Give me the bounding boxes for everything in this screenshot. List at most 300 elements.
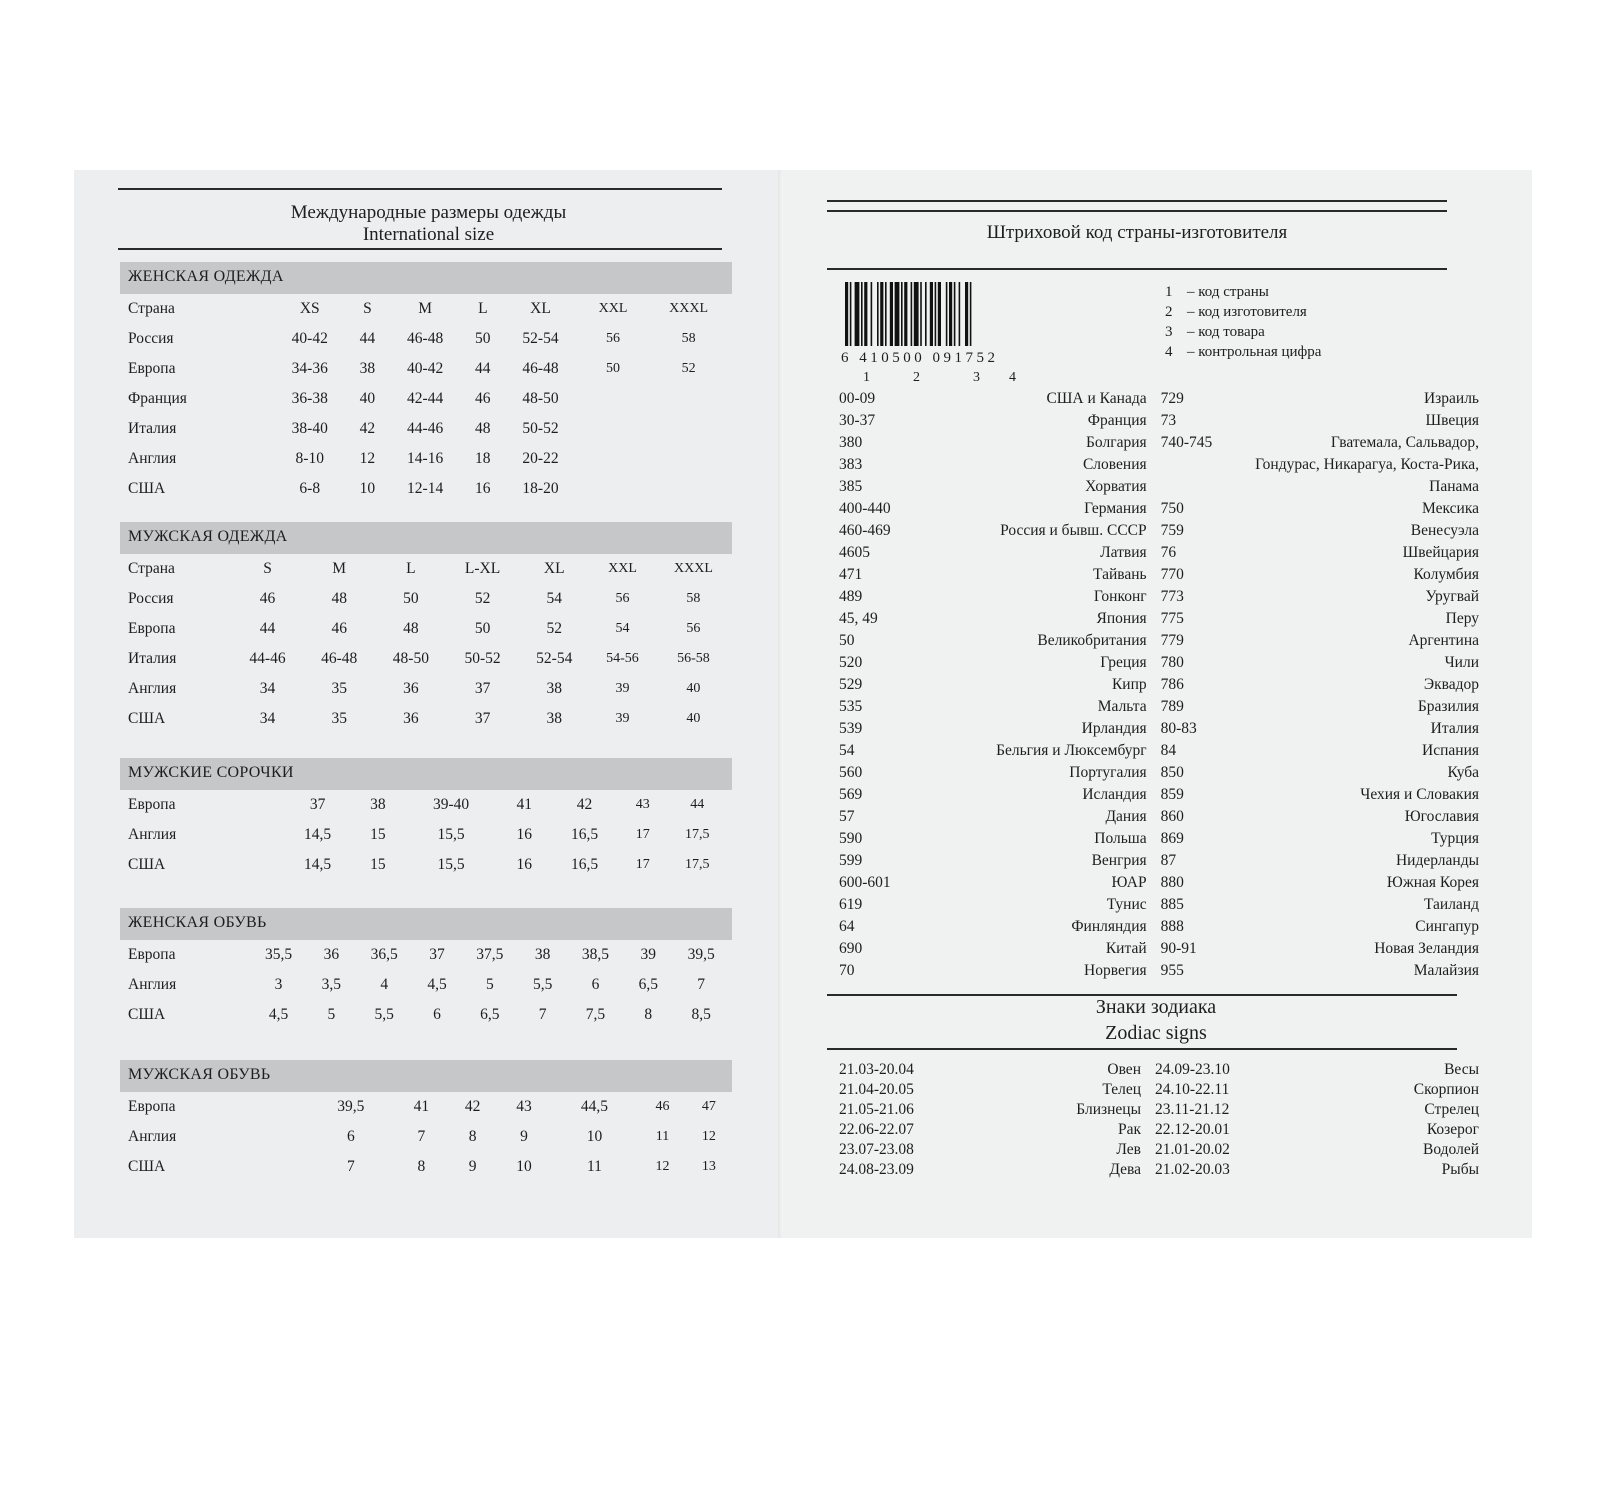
country-code-row [839,808,1479,830]
zodiac-row [839,1080,1479,1100]
table-row [120,324,732,354]
row-label-cell: Италия [128,650,177,667]
size-cell: 41 [413,1098,430,1115]
country-name: Исландия [1082,786,1147,803]
section-band [120,262,732,294]
size-cell: 4 [380,976,389,993]
barcode-prefix: 775 [1160,610,1184,627]
barcode-bar [935,282,937,346]
size-cell: 44-46 [407,420,444,437]
size-cell: 10 [516,1158,532,1175]
size-cell: 50 [474,620,491,637]
left-page [74,170,783,1238]
barcode-part-number: 3 [973,370,980,385]
barcode-prefix: 50 [839,632,855,649]
size-cell: 8-10 [295,450,324,467]
country-code-row [839,764,1479,786]
country-name: Мексика [1422,500,1479,517]
row-label-cell: Россия [128,330,174,347]
size-cell: 46 [655,1099,670,1114]
size-cell: 39 [615,681,630,696]
table-row [120,1122,732,1152]
zodiac-sign: Близнецы [1076,1101,1141,1118]
country-code-row [839,632,1479,654]
size-cell: 40 [686,711,701,726]
country-code-row [839,390,1479,412]
section-label: МУЖСКАЯ ОБУВЬ [128,1066,271,1083]
size-cell: 15 [370,826,386,843]
table-row [120,444,732,474]
country-name: Германия [1084,500,1147,517]
barcode-bar [949,282,952,346]
country-code-row [839,918,1479,940]
country-code-row [839,786,1479,808]
size-cell [581,444,645,474]
barcode-prefix: 786 [1160,676,1184,693]
country-code-row [839,940,1479,962]
row-label-cell: Европа [128,1098,176,1115]
size-cell: 5,5 [532,976,553,993]
table-row [120,674,732,704]
title-rule [118,248,722,250]
size-cell: 6,5 [480,1006,500,1023]
size-cell [645,444,732,474]
zodiac-title-ru: Знаки зодиака [1095,996,1217,1018]
country-name: Хорватия [1085,478,1147,495]
row-label-cell: Англия [128,976,177,993]
country-code-row [839,874,1479,896]
country-name: Панама [1429,478,1479,495]
barcode-part-number: 1 [863,370,870,385]
size-cell: 17 [635,857,650,872]
zodiac-dates: 23.11-21.12 [1155,1101,1230,1118]
country-code-row [839,478,1479,500]
zodiac-sign: Телец [1102,1081,1141,1098]
barcode-prefix: 560 [839,764,863,781]
barcode-bar [895,282,900,346]
legend-item [1165,322,1321,342]
section-band [120,1060,732,1092]
legend-number: 1 [1165,284,1173,300]
country-code-row [839,544,1479,566]
country-code-row [839,742,1479,764]
size-cell: 34-36 [291,360,328,377]
size-cell: 15 [370,856,386,873]
row-label-cell: Европа [128,946,176,963]
size-cell: 58 [681,331,696,346]
size-cell: 16 [516,826,532,843]
country-name: Чехия и Словакия [1360,786,1479,803]
size-cell: 16,5 [570,826,599,843]
barcode-prefix: 57 [839,808,855,825]
row-label-cell: США [128,1158,166,1175]
row-label-cell: США [128,480,166,497]
zodiac-dates: 21.01-20.02 [1155,1141,1230,1158]
size-cell: 10 [359,480,376,497]
country-name: Венгрия [1091,852,1147,869]
barcode-prefix: 45, 49 [839,610,878,627]
size-cell: 37 [429,946,445,963]
country-name: Новая Зеландия [1374,940,1479,957]
country-name: Уругвай [1425,588,1479,605]
country-code-row [839,676,1479,698]
barcode-bar [925,282,927,346]
zodiac-dates: 21.03-20.04 [839,1061,914,1078]
size-cell: 43 [516,1098,532,1115]
barcode-bar [890,282,893,346]
country-name: Мальта [1097,698,1147,715]
size-cell: 38 [534,946,551,963]
size-cell: 7 [417,1128,426,1145]
zodiac-row [839,1100,1479,1120]
size-cell: 36,5 [370,946,398,963]
barcode-prefix: 690 [839,940,863,957]
size-cell: 39 [615,711,630,726]
country-name: Тунис [1106,896,1147,913]
barcode-bar [959,282,961,346]
country-code-row [839,720,1479,742]
barcode-icon [841,282,1021,354]
size-table [120,554,732,734]
country-code-row [839,434,1479,456]
size-cell: 6-8 [299,480,321,497]
size-cell: 56 [686,621,701,636]
section-band [120,522,732,554]
size-cell: 8 [417,1158,426,1175]
zodiac-sign: Козерог [1426,1121,1479,1138]
barcode-prefix: 740-745 [1160,434,1213,451]
row-label-cell: США [128,856,166,873]
size-cell: 50 [403,590,419,607]
table-row [120,474,732,504]
size-cell: XL [543,560,565,577]
size-cell: 36 [323,946,340,963]
country-name: Сингапур [1415,918,1479,935]
size-cell: 12-14 [407,480,444,497]
size-cell: 39,5 [337,1098,365,1115]
barcode-prefix: 87 [1160,852,1177,869]
size-cell: 44 [690,797,705,812]
country-code-row [839,852,1479,874]
size-cell: 56 [606,331,620,346]
size-cell: 36 [403,680,419,697]
country-name: Аргентина [1408,632,1479,649]
barcode-bar [911,282,913,346]
barcode-sample [841,282,1021,385]
size-cell: XL [530,300,551,317]
size-cell: 15,5 [437,856,465,873]
size-cell: 54 [546,590,563,607]
size-cell: 50-52 [522,420,559,437]
barcode-prefix: 76 [1160,544,1177,561]
barcode-prefix: 73 [1160,412,1177,429]
size-table [120,294,732,504]
size-cell: 48 [403,620,419,637]
table-row [120,584,732,614]
table-row [120,384,732,414]
country-name: Гондурас, Никарагуа, Коста-Рика, [1255,456,1479,473]
barcode-title: Штриховой код страны-изготовителя [986,222,1288,243]
size-cell: S [363,300,372,317]
zodiac-sign: Овен [1107,1061,1141,1078]
barcode-bar [845,282,848,346]
right-page [783,170,1532,1238]
barcode-bar [901,282,903,346]
size-cell: 17,5 [685,857,710,872]
row-label-cell: Европа [128,360,176,377]
barcode-prefix: 770 [1160,566,1184,583]
sizes-title-ru: Международные размеры одежды [290,202,567,223]
barcode-bar [871,282,873,346]
size-cell: 47 [701,1099,716,1114]
zodiac-sign: Водолей [1423,1141,1479,1158]
size-cell: 18-20 [522,480,559,497]
country-name: Турция [1431,830,1479,847]
zodiac-dates: 23.07-23.08 [839,1141,914,1158]
size-cell: 40 [686,681,701,696]
size-cell: 6 [346,1128,355,1145]
barcode-bar [914,282,919,346]
size-cell: 50 [606,361,620,376]
country-name: Китай [1105,940,1147,957]
size-cell [645,384,732,414]
table-row [120,970,732,1000]
barcode-bar [885,282,887,346]
size-table [120,940,732,1030]
country-name: Греция [1100,654,1147,671]
size-cell: 48-50 [522,390,559,407]
size-cell: 52-54 [522,330,559,347]
barcode-prefix: 569 [839,786,863,803]
size-cell: 39 [640,946,657,963]
zodiac-row [839,1060,1479,1080]
size-cell: 42-44 [407,390,444,407]
section-band [120,908,732,940]
barcode-bar [850,282,852,346]
row-label-cell: Италия [128,420,177,437]
size-cell: 9 [468,1158,477,1175]
barcode-prefix: 859 [1160,786,1184,803]
size-cell: 52 [681,361,696,376]
country-code-row [839,830,1479,852]
size-cell [581,414,645,444]
section-band [120,758,732,790]
barcode-prefix: 729 [1160,390,1184,407]
country-name: Япония [1096,610,1147,627]
barcode-digits: 6 410500 091752 [841,350,999,366]
size-cell: 42 [464,1098,481,1115]
size-cell: 39,5 [687,946,715,963]
barcode-bar [920,282,922,346]
country-code-row [839,654,1479,676]
barcode-part-number: 4 [1009,370,1016,385]
size-cell: 18 [475,450,491,467]
table-row [120,354,732,384]
row-label-cell: Европа [128,796,176,813]
size-cell: 36 [403,710,419,727]
country-name: Ирландия [1081,720,1147,737]
legend-text: – код изготовителя [1187,304,1307,320]
country-name: Финляндия [1071,918,1147,935]
size-cell: 38 [546,680,563,697]
zodiac-sign: Скорпион [1413,1081,1479,1098]
section-label: ЖЕНСКАЯ ОБУВЬ [128,914,267,931]
size-cell: 8 [468,1128,477,1145]
size-cell: S [263,560,272,577]
country-name: Нидерланды [1395,852,1479,869]
size-cell: 34 [259,710,276,727]
zodiac-row [839,1120,1479,1140]
zodiac-dates: 24.08-23.09 [839,1161,914,1178]
size-cell: 38 [359,360,376,377]
size-cell: 7 [697,976,706,993]
size-cell: XXXL [669,301,709,316]
zodiac-rule-bottom [827,1048,1457,1050]
table-row [120,940,732,970]
country-code-row [839,522,1479,544]
barcode-bar [880,282,883,346]
title-rule [827,268,1447,270]
size-cell: 48-50 [392,650,429,667]
barcode-prefix: 30-37 [839,412,876,429]
size-cell: 58 [686,591,701,606]
barcode-prefix: 773 [1160,588,1184,605]
row-label-cell: Страна [128,560,175,577]
barcode-bar [855,282,860,346]
legend-item [1165,342,1321,362]
country-code-row [839,456,1479,478]
barcode-prefix: 54 [839,742,855,759]
size-cell: 17,5 [685,827,710,842]
table-row [120,790,732,820]
size-table [120,790,732,880]
top-rule [827,200,1447,202]
size-table [120,1092,732,1182]
section-label: МУЖСКИЕ СОРОЧКИ [128,764,294,781]
size-cell: 52-54 [536,650,573,667]
table-row [120,1152,732,1182]
barcode-prefix: 619 [839,896,863,913]
country-code-row [839,610,1479,632]
size-cell: 4,5 [427,976,447,993]
barcode-prefix: 750 [1160,500,1184,517]
size-cell: 6,5 [638,976,658,993]
barcode-prefix: 880 [1160,874,1184,891]
size-cell: 7,5 [585,1006,606,1023]
size-cell [581,474,645,504]
size-cell: 6 [591,976,600,993]
barcode-bar [877,282,879,346]
size-cell: 12 [359,450,376,467]
country-name: Швейцария [1402,544,1479,561]
zodiac-dates: 21.04-20.05 [839,1081,914,1098]
barcode-bar [954,282,956,346]
size-cell: L-XL [464,560,501,577]
size-cell: 12 [701,1129,716,1144]
size-cell: 46 [331,620,347,637]
size-cell: 46 [259,590,276,607]
country-name: Югославия [1404,808,1479,825]
top-rule-2 [827,210,1447,212]
size-cell: 15,5 [437,826,465,843]
barcode-prefix: 599 [839,852,863,869]
table-row [120,414,732,444]
country-name: Бразилия [1417,698,1479,715]
table-row [120,820,732,850]
barcode-prefix: 70 [839,962,855,979]
barcode-prefix: 90-91 [1160,940,1197,957]
size-cell: 54-56 [606,651,639,666]
row-label-cell: Англия [128,680,177,697]
table-row [120,554,732,584]
size-cell: 17 [635,827,650,842]
country-name: Италия [1430,720,1479,737]
country-code-row [839,698,1479,720]
legend-item [1165,282,1321,302]
country-name: Бельгия и Люксембург [996,742,1147,759]
barcode-prefix: 779 [1160,632,1184,649]
country-name: Польша [1094,830,1147,847]
size-cell: 11 [655,1129,670,1144]
size-cell: 20-22 [522,450,559,467]
size-cell: 56-58 [677,651,710,666]
size-cell: 46-48 [407,330,444,347]
size-cell: 52 [546,620,563,637]
zodiac-sign: Рыбы [1441,1161,1479,1178]
country-name: Франция [1087,412,1147,429]
zodiac-dates: 22.06-22.07 [839,1121,914,1138]
barcode-prefix [1161,456,1255,478]
size-cell: 14,5 [304,826,332,843]
legend-number: 3 [1165,324,1173,340]
barcode-prefix: 885 [1160,896,1184,913]
country-code-row [839,962,1479,984]
size-cell: 46-48 [321,650,358,667]
size-cell: 36-38 [291,390,328,407]
zodiac-dates: 24.10-22.11 [1155,1081,1230,1098]
barcode-prefix: 759 [1160,522,1184,539]
legend-text: – код страны [1187,284,1269,300]
section-label: МУЖСКАЯ ОДЕЖДА [128,528,288,545]
country-name: Швеция [1425,412,1479,429]
barcode-prefix: 860 [1160,808,1184,825]
zodiac-table [839,1060,1479,1180]
size-cell: L [406,560,416,577]
table-row [120,644,732,674]
size-cell: 8,5 [691,1006,711,1023]
size-cell: 50 [475,330,491,347]
barcode-bar [938,282,941,346]
size-cell: 14,5 [304,856,332,873]
country-name: Перу [1445,610,1479,627]
zodiac-row [839,1140,1479,1160]
row-label-cell: Англия [128,1128,177,1145]
table-row [120,850,732,880]
size-cell: 35 [331,710,347,727]
country-name: Малайзия [1413,962,1479,979]
barcode-prefix: 539 [839,720,863,737]
row-label-cell: Россия [128,590,174,607]
size-cell: 6 [433,1006,441,1023]
size-cell: 37 [474,680,491,697]
size-cell: 16 [516,856,532,873]
size-cell: 13 [701,1159,716,1174]
size-cell: M [332,560,347,577]
row-label-cell: Страна [128,300,175,317]
size-cell: XXXL [673,561,713,576]
size-cell: 43 [635,797,650,812]
size-cell: 16,5 [570,856,599,873]
